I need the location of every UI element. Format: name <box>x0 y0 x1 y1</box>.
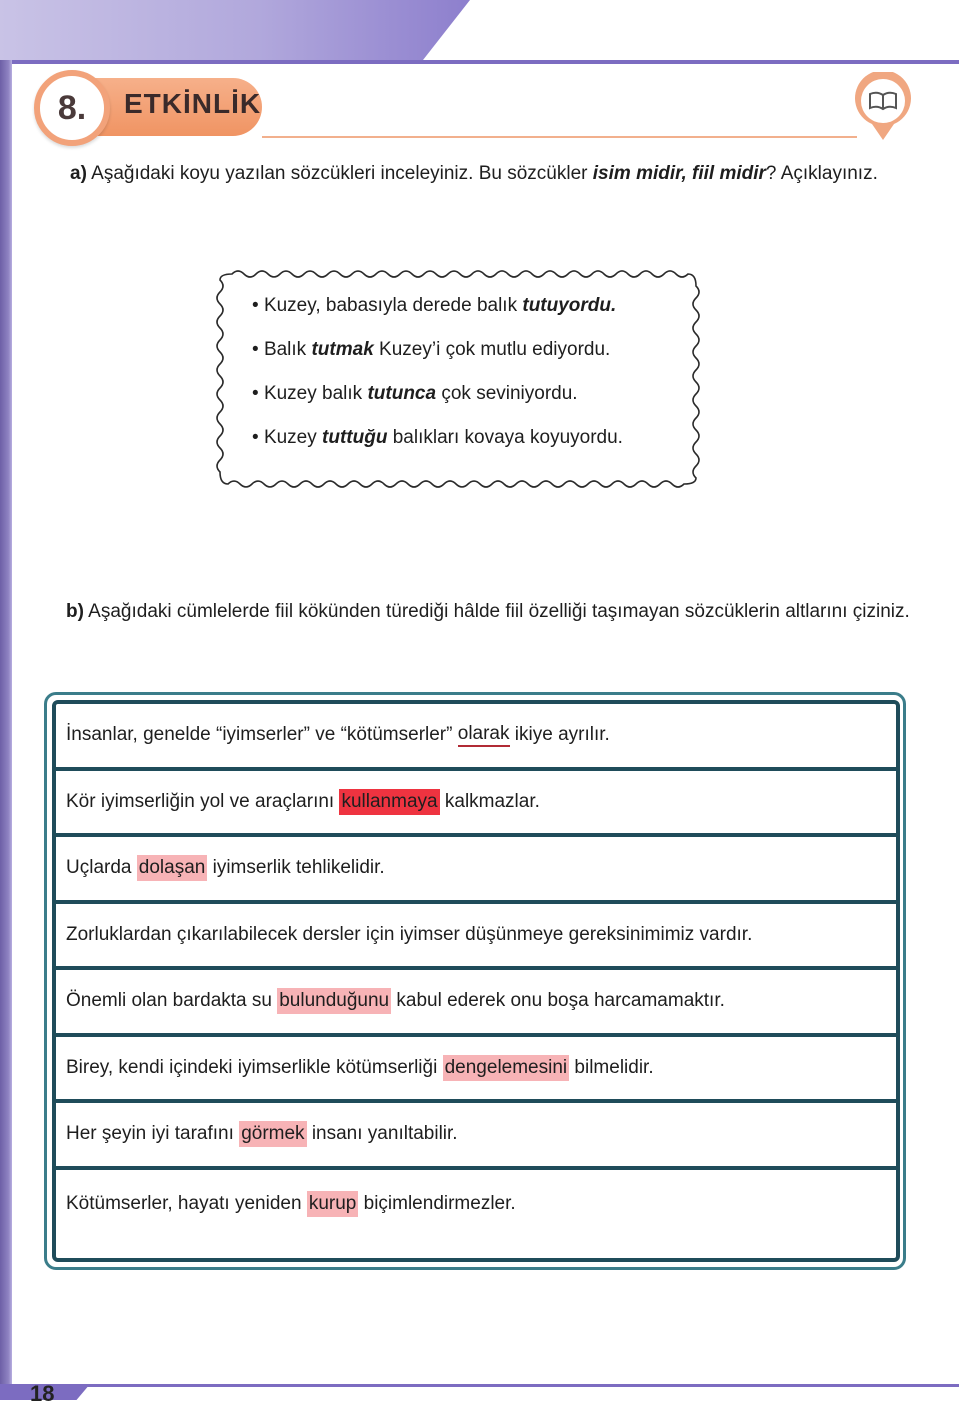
top-rule <box>12 60 959 64</box>
question-a-label: a) <box>70 163 87 184</box>
question-b-text: Aşağıdaki cümlelerde fiil kökünden türediği hâlde fiil özelliği taşımayan sözcüklerin altlarını çiziniz. <box>88 601 910 622</box>
activity-number: 8. <box>57 88 87 127</box>
table-row: Zorluklardan çıkarılabilecek dersler için iyimser düşünmeye gereksinimimiz vardır. <box>56 904 896 971</box>
sentence-table <box>52 700 900 1262</box>
table-row: Kör iyimserliğin yol ve araçlarını kullanmaya kalkmazlar. <box>56 771 896 838</box>
open-book-icon <box>852 72 914 142</box>
underlined-word[interactable]: olarak <box>458 723 510 747</box>
example-sentence: • Kuzey, babasıyla derede balık tutuyordu. <box>252 295 617 316</box>
left-edge-strip <box>0 0 12 1400</box>
activity-title: ETKİNLİK <box>124 88 262 119</box>
highlighted-word[interactable]: dengelemesini <box>443 1055 570 1081</box>
question-a-emphasis: isim midir, fiil midir <box>592 163 766 184</box>
question-a-text: Aşağıdaki koyu yazılan sözcükleri inceleyiniz. Bu sözcükler <box>91 163 588 184</box>
table-row: Uçlarda dolaşan iyimserlik tehlikelidir. <box>56 837 896 904</box>
page-number: 18 <box>30 1381 55 1406</box>
activity-number-badge <box>34 70 110 146</box>
table-row: İnsanlar, genelde “iyimserler” ve “kötümserler” olarak ikiye ayrılır. <box>56 704 896 771</box>
highlighted-word[interactable]: bulunduğunu <box>277 988 391 1014</box>
example-sentence: • Balık tutmak Kuzey’i çok mutlu ediyordu. <box>252 339 611 360</box>
heading-underline <box>262 136 857 138</box>
table-row: Her şeyin iyi tarafını görmek insanı yanıltabilir. <box>56 1103 896 1170</box>
highlighted-word[interactable]: kurup <box>307 1191 359 1217</box>
highlighted-word[interactable]: kullanmaya <box>339 789 439 815</box>
question-a-text-end: ? Açıklayınız. <box>765 163 878 184</box>
example-sentences-list <box>252 292 623 468</box>
table-row: Önemli olan bardakta su bulunduğunu kabul ederek onu boşa harcamamaktır. <box>56 970 896 1037</box>
highlighted-word[interactable]: dolaşan <box>137 855 208 881</box>
table-row: Kötümserler, hayatı yeniden kurup biçimlendirmezler. <box>56 1170 896 1238</box>
question-b <box>30 598 910 626</box>
table-row: Birey, kendi içindeki iyimserlikle kötümserliği dengelemesini bilmelidir. <box>56 1037 896 1104</box>
question-a <box>70 161 930 187</box>
highlighted-word[interactable]: görmek <box>239 1121 306 1147</box>
bottom-rule <box>80 1384 959 1387</box>
example-sentence: • Kuzey tuttuğu balıkları kovaya koyuyordu. <box>252 427 623 448</box>
question-b-label: b) <box>66 601 84 622</box>
example-sentence: • Kuzey balık tutunca çok seviniyordu. <box>252 383 578 404</box>
top-decorative-band <box>0 0 470 60</box>
